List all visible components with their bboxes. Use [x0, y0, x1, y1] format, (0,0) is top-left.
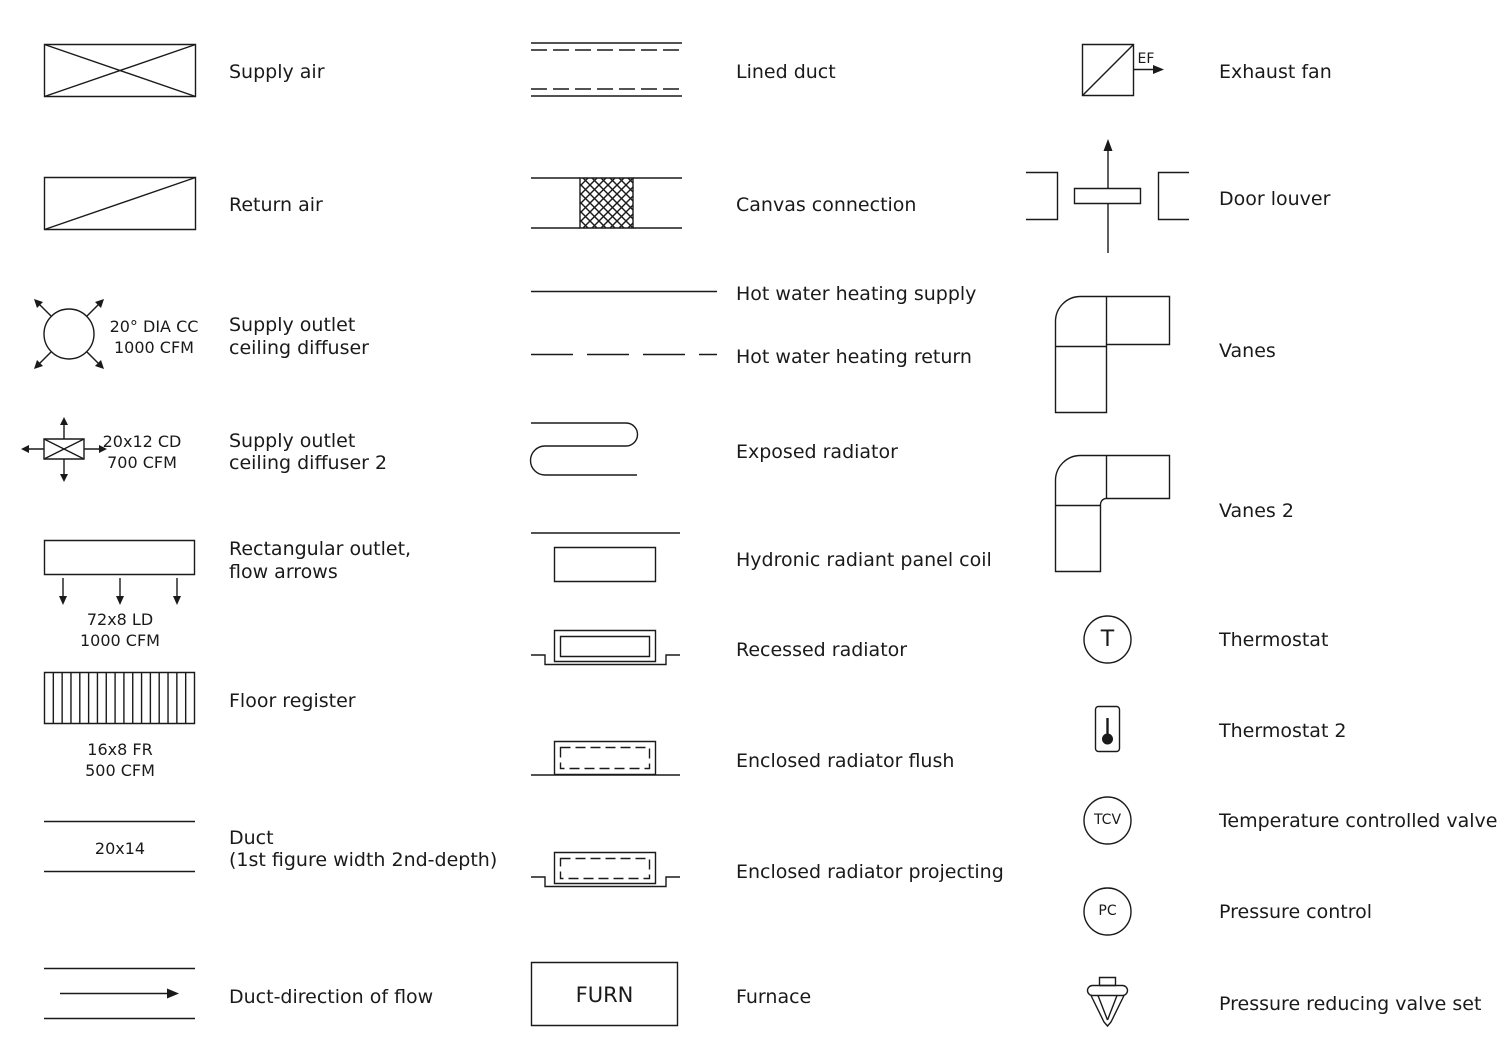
furnace-symbol-text: FURN	[575, 983, 634, 1007]
canvas-hatch-line	[628, 178, 678, 228]
duct-size: 20x14	[94, 839, 146, 858]
ceiling-diffuser-round-symbol	[30, 294, 110, 374]
door-louver-symbol	[1025, 137, 1191, 255]
ceiling-diffuser-2-cfm: 700 CFM	[107, 453, 177, 472]
enclosed-radiator-flush-symbol	[531, 740, 681, 777]
enclosed-projecting-label: Enclosed radiator projecting	[736, 861, 1004, 883]
canvas-hatch-line	[646, 178, 696, 228]
rect-outlet-label-line1: Rectangular outlet,	[229, 538, 412, 560]
canvas-hatch-line	[520, 178, 570, 228]
pressure-reducing-valve-symbol	[1086, 976, 1130, 1028]
supply-outlet-label-line2: ceiling diffuser	[229, 337, 369, 359]
canvas-hatch-line	[520, 178, 570, 228]
supply-outlet-2-label-line1: Supply outlet	[229, 430, 356, 452]
floor-register-cfm: 500 CFM	[85, 761, 155, 780]
prv-set-label: Pressure reducing valve set	[1219, 993, 1482, 1015]
exposed-radiator-symbol	[531, 422, 641, 478]
canvas-hatch-line	[655, 178, 705, 228]
duct-flow-label: Duct-direction of flow	[229, 986, 434, 1008]
tcv-label: Temperature controlled valve	[1219, 810, 1498, 832]
rect-outlet-label-line2: flow arrows	[229, 561, 338, 583]
canvas-hatch-line	[664, 178, 714, 228]
return-air-symbol	[44, 177, 196, 230]
supply-air-symbol	[44, 44, 196, 97]
thermostat-symbol-text: T	[1100, 627, 1115, 652]
tcv-symbol-text: TCV	[1093, 812, 1122, 828]
hot-water-return-line	[531, 353, 718, 357]
enclosed-radiator-projecting-symbol	[531, 851, 681, 889]
exposed-radiator-label: Exposed radiator	[736, 441, 898, 463]
canvas-hatch-line	[628, 178, 678, 228]
hydronic-coil-symbol	[531, 532, 681, 584]
hydronic-coil-label: Hydronic radiant panel coil	[736, 549, 992, 571]
floor-register-label: Floor register	[229, 690, 356, 712]
thermostat-label: Thermostat	[1219, 629, 1329, 651]
pressure-control-symbol-text: PC	[1098, 903, 1117, 919]
hot-water-supply-line	[531, 290, 718, 294]
canvas-hatch-line	[691, 178, 741, 228]
ceiling-diffuser-size: 20° DIA CC	[109, 317, 199, 336]
vanes-label: Vanes	[1219, 340, 1276, 362]
canvas-hatch-line	[655, 178, 705, 228]
floor-register-symbol	[44, 672, 196, 725]
rect-outlet-cfm: 1000 CFM	[80, 631, 160, 650]
pressure-control-label: Pressure control	[1219, 901, 1373, 923]
rect-outlet-size: 72x8 LD	[86, 610, 154, 629]
hot-water-supply-label: Hot water heating supply	[736, 283, 977, 305]
furnace-label: Furnace	[736, 986, 812, 1008]
canvas-hatch-line	[646, 178, 696, 228]
exhaust-fan-label: Exhaust fan	[1219, 61, 1332, 83]
lined-duct-symbol	[531, 42, 683, 98]
canvas-hatch-line	[682, 178, 732, 228]
canvas-hatch-line	[673, 178, 723, 228]
vanes-symbol	[1055, 296, 1172, 414]
duct-flow-symbol	[44, 968, 196, 1020]
canvas-hatch-line	[673, 178, 723, 228]
duct-label-line1: Duct	[229, 827, 274, 849]
thermostat-2-label: Thermostat 2	[1219, 720, 1347, 742]
thermostat-2-symbol	[1094, 705, 1122, 753]
duct-label-line2: (1st figure width 2nd-depth)	[229, 849, 498, 871]
canvas-connection-label: Canvas connection	[736, 194, 917, 216]
rectangular-outlet-symbol	[44, 540, 196, 606]
return-air-label: Return air	[229, 194, 323, 216]
recessed-radiator-label: Recessed radiator	[736, 639, 908, 661]
canvas-hatch-line	[682, 178, 732, 228]
supply-air-label: Supply air	[229, 61, 325, 83]
ceiling-diffuser-cfm: 1000 CFM	[114, 338, 194, 357]
floor-register-size: 16x8 FR	[87, 740, 153, 759]
vanes-2-label: Vanes 2	[1219, 500, 1294, 522]
recessed-radiator-symbol	[531, 629, 681, 667]
door-louver-label: Door louver	[1219, 188, 1331, 210]
canvas-hatch-line	[664, 178, 714, 228]
canvas-hatch-line	[691, 178, 741, 228]
canvas-hatch-line	[637, 178, 687, 228]
vanes-2-symbol	[1055, 455, 1172, 573]
exhaust-fan-symbol-text: EF	[1137, 51, 1155, 67]
ceiling-diffuser-2-size: 20x12 CD	[102, 432, 182, 451]
canvas-hatch-line	[637, 178, 687, 228]
canvas-connection-symbol	[531, 177, 683, 230]
lined-duct-label: Lined duct	[736, 61, 836, 83]
hot-water-return-label: Hot water heating return	[736, 346, 972, 368]
enclosed-flush-label: Enclosed radiator flush	[736, 750, 955, 772]
canvas-hatch-line	[529, 178, 579, 228]
supply-outlet-2-label-line2: ceiling diffuser 2	[229, 452, 388, 474]
canvas-hatch-line	[529, 178, 579, 228]
supply-outlet-label-line1: Supply outlet	[229, 314, 356, 336]
